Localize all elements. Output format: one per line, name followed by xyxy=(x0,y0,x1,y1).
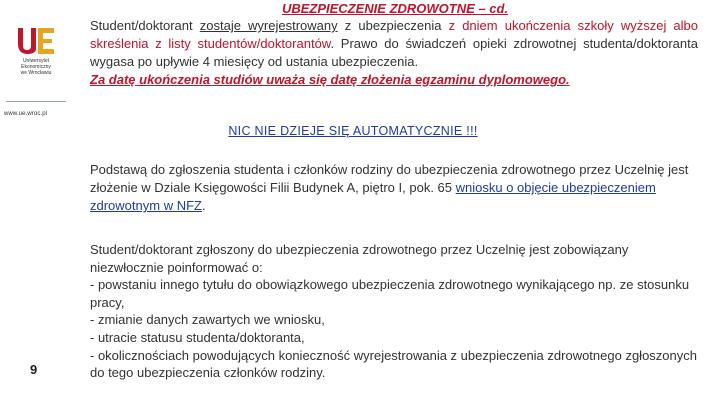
graduation-date-note: Za datę ukończenia studiów uważa się datę złożenia egzaminu dyplomowego. xyxy=(90,72,570,87)
slide-title: UBEZPIECZENIE ZDROWOTNE – cd. xyxy=(281,1,509,16)
sidebar-divider xyxy=(6,101,66,102)
automatic-notice: NIC NIE DZIEJE SIĘ AUTOMATYCZNIE !!! xyxy=(228,124,478,138)
application-link[interactable]: wniosku o objęcie ubezpieczeniem zdrowotnym w NFZ xyxy=(90,180,656,213)
obligation-item: - powstaniu innego tytułu do obowiązkowego ubezpieczenia zdrowotnego wynikającego np. ze stosunku pracy, xyxy=(90,277,690,310)
obligation-item: - zmianie danych zawartych we wniosku, xyxy=(90,312,325,328)
university-name-line: Uniwersytet xyxy=(22,58,50,64)
obligation-item: - utracie statusu studenta/doktoranta, xyxy=(90,329,305,345)
text-segment: Podstawą do zgłoszenia studenta i członków rodziny do ubezpieczenia zdrowotnego przez Uczelnię jest złożenie w Dziale Księgowości Filii Budynek A, piętro I, pok. 65 xyxy=(90,162,689,195)
sidebar xyxy=(0,0,72,405)
text-segment-underlined: zostaje wyrejestrowany xyxy=(199,18,338,33)
text-segment: . Prawo do świadczeń opieki zdrowotnej studenta/doktoranta wygasa po upływie 4 miesięcy od ustania ubezpieczenia. xyxy=(90,36,698,69)
paragraph-deregistration xyxy=(90,17,698,89)
university-name-line: we Wrocławiu xyxy=(20,70,52,76)
website-url[interactable]: www.ue.wroc.pl xyxy=(4,111,48,117)
obligation-intro: Student/doktorant zgłoszony do ubezpieczenia zdrowotnego przez Uczelnię jest zobowiązany niezwłocznie poinformować o: xyxy=(90,242,629,275)
text-segment: Student/doktorant xyxy=(90,18,200,33)
university-name-line: Ekonomiczny xyxy=(21,64,51,70)
obligation-item: - okolicznościach powodujących konieczność wyrejestrowania z ubezpieczenia zdrowotnego zgłoszonych do tego ubezpieczenia członków rodziny. xyxy=(90,347,697,381)
university-name xyxy=(6,58,66,76)
page-number: 9 xyxy=(30,362,38,377)
text-segment: z ubezpieczenia xyxy=(337,18,449,33)
text-segment: . xyxy=(201,198,206,213)
text-segment-highlight: z dniem ukończenia szkoły wyższej albo skreślenia z listy studentów/doktorantów xyxy=(90,18,699,51)
university-logo xyxy=(14,26,58,56)
paragraph-registration-basis xyxy=(90,161,690,215)
paragraph-obligations xyxy=(90,241,700,382)
